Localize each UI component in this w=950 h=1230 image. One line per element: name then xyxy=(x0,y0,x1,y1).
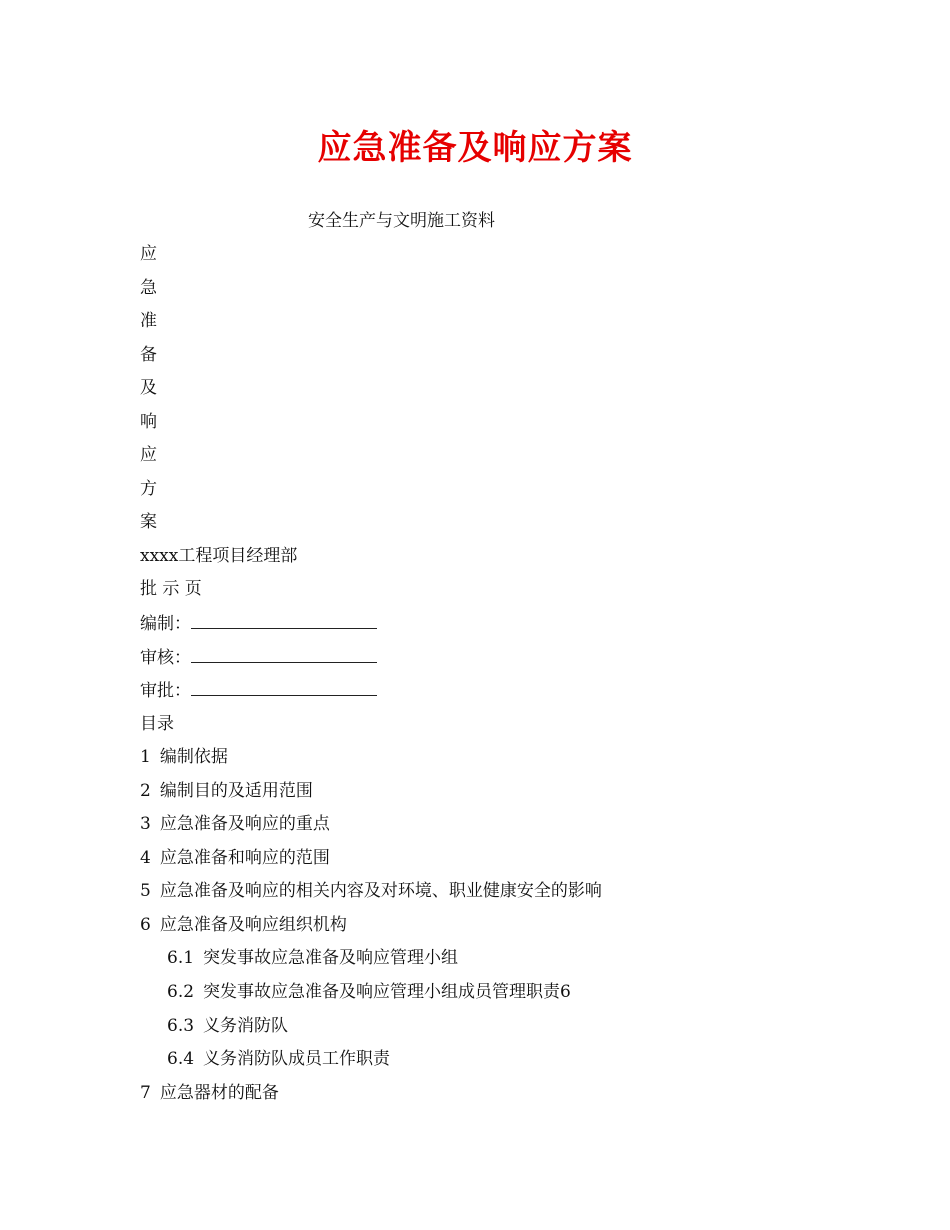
toc-subentry[interactable] xyxy=(140,1012,880,1046)
toc-entry[interactable] xyxy=(140,1079,880,1113)
toc-entry-text: 义务消防队 xyxy=(203,1015,289,1036)
sign-field-review xyxy=(140,643,880,677)
toc-entry-text: 应急准备及响应组织机构 xyxy=(159,914,347,935)
toc-entry-text: 编制依据 xyxy=(159,747,228,768)
vertical-title-char: 急 xyxy=(140,277,157,298)
sign-field-label: 审批： xyxy=(140,681,191,702)
toc-entry[interactable] xyxy=(140,810,880,844)
toc-entry-text: 突发事故应急准备及响应管理小组 xyxy=(203,948,459,969)
sign-field-compile xyxy=(140,609,880,643)
toc-entry[interactable] xyxy=(140,911,880,945)
document-body xyxy=(140,240,880,1112)
document-subtitle: 安全生产与文明施工资料 xyxy=(308,211,495,231)
toc-entry-text: 应急准备和响应的范围 xyxy=(159,847,330,868)
toc-subentry[interactable] xyxy=(140,944,880,978)
toc-entry-number: 6 xyxy=(140,914,151,935)
toc-entry-text: 应急准备及响应的重点 xyxy=(159,814,330,835)
toc-entry-number: 3 xyxy=(140,814,151,835)
vertical-title-char: 应 xyxy=(140,244,157,264)
toc-entry[interactable] xyxy=(140,743,880,777)
vertical-title-char: 应 xyxy=(140,445,157,466)
toc-entry[interactable] xyxy=(140,844,880,878)
vertical-title-char: 备 xyxy=(140,344,157,365)
toc-entry-number: 6.1 xyxy=(167,948,195,969)
vertical-title-char: 及 xyxy=(140,378,157,399)
toc-entry-number: 6.2 xyxy=(167,982,195,1003)
toc-heading: 目录 xyxy=(140,713,174,734)
vertical-title-char: 响 xyxy=(140,411,157,432)
sign-field-label: 审核： xyxy=(140,647,191,668)
toc-entry[interactable] xyxy=(140,877,880,911)
toc-entry-number: 4 xyxy=(140,847,151,868)
signature-blank-line xyxy=(191,609,377,629)
approval-page-heading: 批 示 页 xyxy=(140,579,202,600)
toc-subentry[interactable] xyxy=(140,978,880,1012)
toc-entry-text: 义务消防队成员工作职责 xyxy=(203,1049,391,1070)
toc-entry-number: 1 xyxy=(140,747,151,768)
vertical-title-char: 案 xyxy=(140,512,157,533)
toc-entry-number: 7 xyxy=(140,1082,151,1103)
vertical-title-char: 准 xyxy=(140,311,157,332)
toc-entry-text: 突发事故应急准备及响应管理小组成员管理职责6 xyxy=(203,982,571,1003)
signature-blank-line xyxy=(191,676,377,696)
sign-field-label: 编制： xyxy=(140,614,191,635)
organization-name: xxxx工程项目经理部 xyxy=(140,545,298,566)
toc-entry-number: 6.3 xyxy=(167,1015,195,1036)
toc-entry-number: 6.4 xyxy=(167,1049,195,1070)
toc-entry-text: 编制目的及适用范围 xyxy=(159,780,313,801)
toc-subentry[interactable] xyxy=(140,1045,880,1079)
sign-field-approve xyxy=(140,676,880,710)
vertical-title xyxy=(140,240,880,542)
vertical-title-char: 方 xyxy=(140,478,157,499)
toc-entry-text: 应急器材的配备 xyxy=(159,1082,279,1103)
toc-entry-number: 2 xyxy=(140,780,151,801)
toc-entry-number: 5 xyxy=(140,881,151,902)
page-title: 应急准备及响应方案 xyxy=(317,128,633,168)
toc-entry[interactable] xyxy=(140,777,880,811)
signature-blank-line xyxy=(191,643,377,663)
toc-entry-text: 应急准备及响应的相关内容及对环境、职业健康安全的影响 xyxy=(159,881,602,902)
table-of-contents xyxy=(140,743,880,1112)
